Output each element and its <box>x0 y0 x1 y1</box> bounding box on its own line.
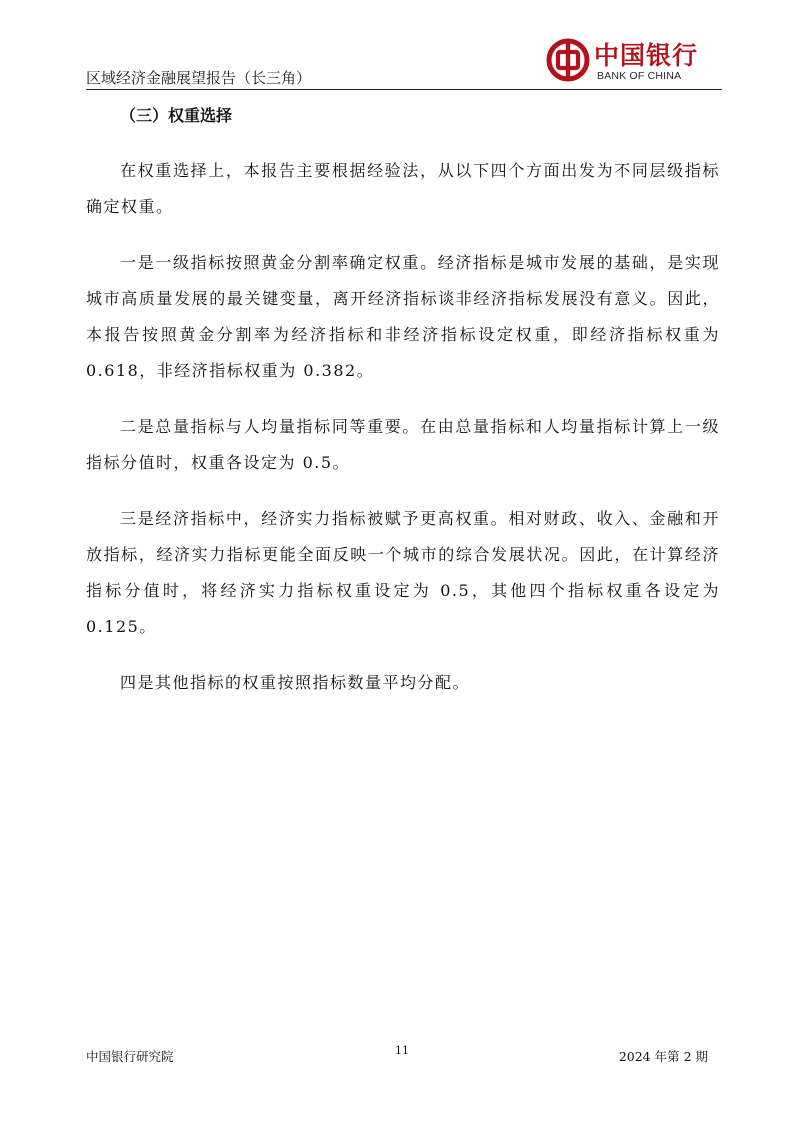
page-number: 11 <box>395 1044 409 1057</box>
paragraph-point-1: 一是一级指标按照黄金分割率确定权重。经济指标是城市发展的基础，是实现城市高质量发展的最关键变量，离开经济指标谈非经济指标发展没有意义。因此，本报告按照黄金分割率为经济指标和非经济指标设定权重，即经济指标权重为 0.618，非经济指标权重为 0.382。 <box>86 253 720 380</box>
report-title: 区域经济金融展望报告（长三角） <box>86 69 312 87</box>
paragraph-point-3: 三是经济指标中，经济实力指标被赋予更高权重。相对财政、收入、金融和开放指标，经济实力指标更能全面反映一个城市的综合发展状况。因此，在计算经济指标分值时，将经济实力指标权重设定为 0.5，其他四个指标权重各设定为 0.125。 <box>86 509 720 636</box>
logo-name-cn: 中国银行 <box>594 41 699 70</box>
document-body <box>86 101 720 701</box>
bank-logo <box>546 38 710 86</box>
header-divider <box>86 89 722 90</box>
footer-issue: 2024 年第 2 期 <box>618 1049 708 1064</box>
footer-institute: 中国银行研究院 <box>86 1049 174 1064</box>
page-footer <box>86 1044 722 1067</box>
paragraph-point-4: 四是其他指标的权重按照指标数量平均分配。 <box>120 673 471 692</box>
logo-name-en: BANK OF CHINA <box>597 70 682 82</box>
paragraph-point-2: 二是总量指标与人均量指标同等重要。在由总量指标和人均量指标计算上一级指标分值时，权重各设定为 0.5。 <box>86 417 720 472</box>
section-heading: （三）权重选择 <box>120 106 233 125</box>
page-header <box>86 0 722 90</box>
paragraph-intro: 在权重选择上，本报告主要根据经验法，从以下四个方面出发为不同层级指标确定权重。 <box>86 161 720 216</box>
bank-of-china-logo-icon <box>546 38 590 82</box>
